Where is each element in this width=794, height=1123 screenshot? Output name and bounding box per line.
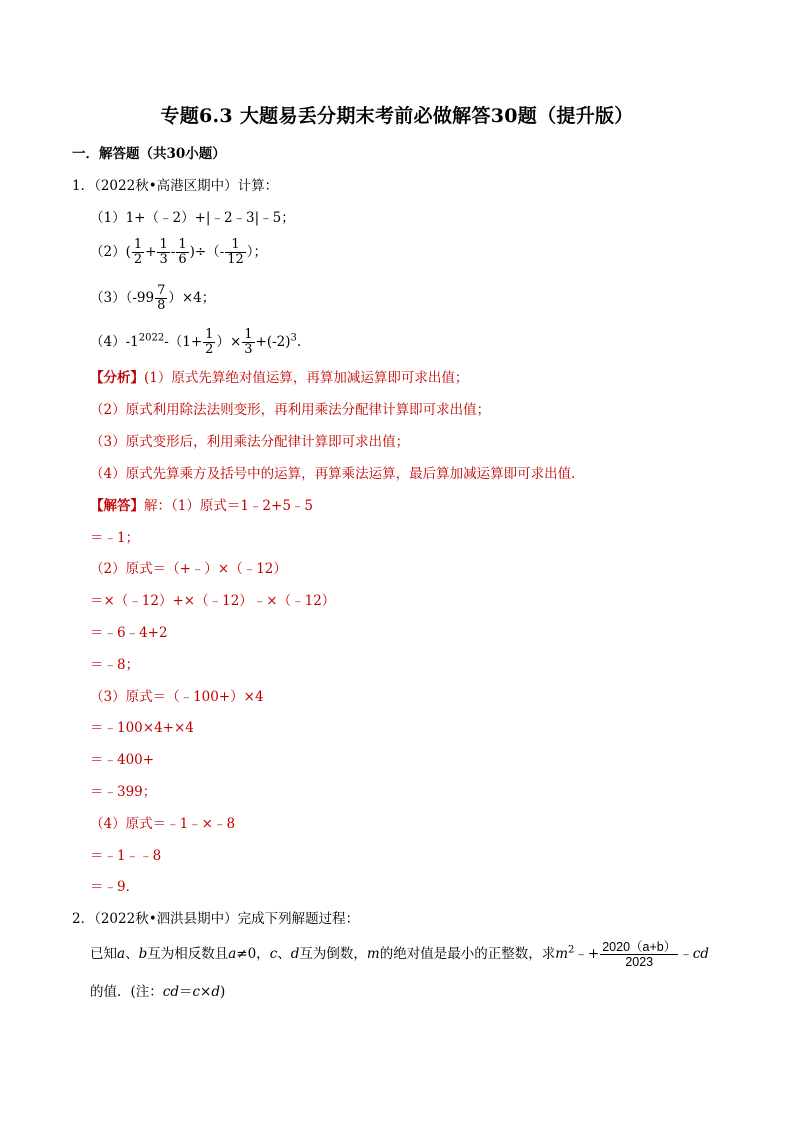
answer-line: ＝﹣1﹣﹣8 xyxy=(90,848,162,864)
answer-line: （2）原式＝（+﹣）×（﹣12） xyxy=(90,561,287,577)
fraction: $\frac{1}{2}$ xyxy=(133,237,143,267)
q1-part-3: （3）（-99 $\frac{7}{8}$ ）×4； xyxy=(90,283,216,313)
answer-line-1: 【解答】解：（1）原式＝1﹣2+5﹣5 xyxy=(90,498,314,514)
question-1-heading: 1．（2022秋•高港区期中）计算： xyxy=(72,178,279,194)
answer-line: （3）原式＝（﹣100+）×4 xyxy=(90,689,264,705)
fraction: $\frac{7}{8}$ xyxy=(157,283,166,313)
q2-statement-line-1: 已知a、b互为相反数且a≠0，c、d互为倒数，m的绝对值是最小的正整数，求$m^2﹣+$ $\frac{2020(a+b)}{2023}$ ﹣cd xyxy=(90,940,709,969)
answer-tag: 【解答】 xyxy=(90,498,144,514)
page-title: 专题6.3 大题易丢分期末考前必做解答30题（提升版） xyxy=(160,105,634,127)
fraction: $\frac{1}{6}$ xyxy=(178,237,187,267)
q2-statement-line-2: 的值．(注：cd＝c×d) xyxy=(90,984,226,1000)
answer-line: ＝﹣1； xyxy=(90,530,140,546)
answer-line: ＝﹣9． xyxy=(90,879,140,895)
analysis-tag: 【分析】 xyxy=(90,370,144,386)
answer-line: ＝﹣400+ xyxy=(90,752,155,768)
question-2-heading: 2．（2022秋•泗洪县期中）完成下列解题过程： xyxy=(72,911,360,927)
analysis-line-2: （2）原式利用除法法则变形，再利用乘法分配律计算即可求出值； xyxy=(90,402,491,418)
answer-line: ＝﹣8； xyxy=(90,657,140,673)
fraction: $\frac{1}{3}$ xyxy=(244,327,253,357)
analysis-line-1: 【分析】(1）原式先算绝对值运算，再算加减运算即可求出值； xyxy=(90,370,469,386)
answer-line: ＝﹣100×4+×4 xyxy=(90,720,194,736)
q1-part-2: （2）( $\frac{1}{2}$ + $\frac{1}{3}$ - $\frac{1}{6}$ )÷（- $\frac{1}{12}$ ）； xyxy=(90,237,268,267)
q1-part-4: $(4)-1^{2022}-(1+$ $\frac{1}{2}$ ）× $\frac{1}{3}$ $+(-2)^3$. xyxy=(90,327,302,357)
answer-line: ＝﹣6﹣4+2 xyxy=(90,625,168,641)
analysis-line-3: （3）原式变形后，利用乘法分配律计算即可求出值； xyxy=(90,434,410,450)
q1-part-1: （1）1+（﹣2）+|﹣2﹣3|﹣5； xyxy=(90,210,295,226)
fraction: $\frac{1}{2}$ xyxy=(205,327,214,357)
section-heading: 一．解答题（共30小题） xyxy=(72,146,226,162)
answer-line: （4）原式＝﹣1﹣×﹣8 xyxy=(90,816,236,832)
fraction: $\frac{2020(a+b)}{2023}$ xyxy=(602,940,677,969)
fraction: $\frac{1}{12}$ xyxy=(227,237,244,267)
answer-line: ＝×（﹣12）+×（﹣12）﹣×（﹣12） xyxy=(90,593,336,609)
answer-line: ＝﹣399； xyxy=(90,784,157,800)
fraction: $\frac{1}{3}$ xyxy=(159,237,168,267)
analysis-line-4: （4）原式先算乘方及括号中的运算，再算乘法运算，最后算加减运算即可求出值． xyxy=(90,466,585,482)
